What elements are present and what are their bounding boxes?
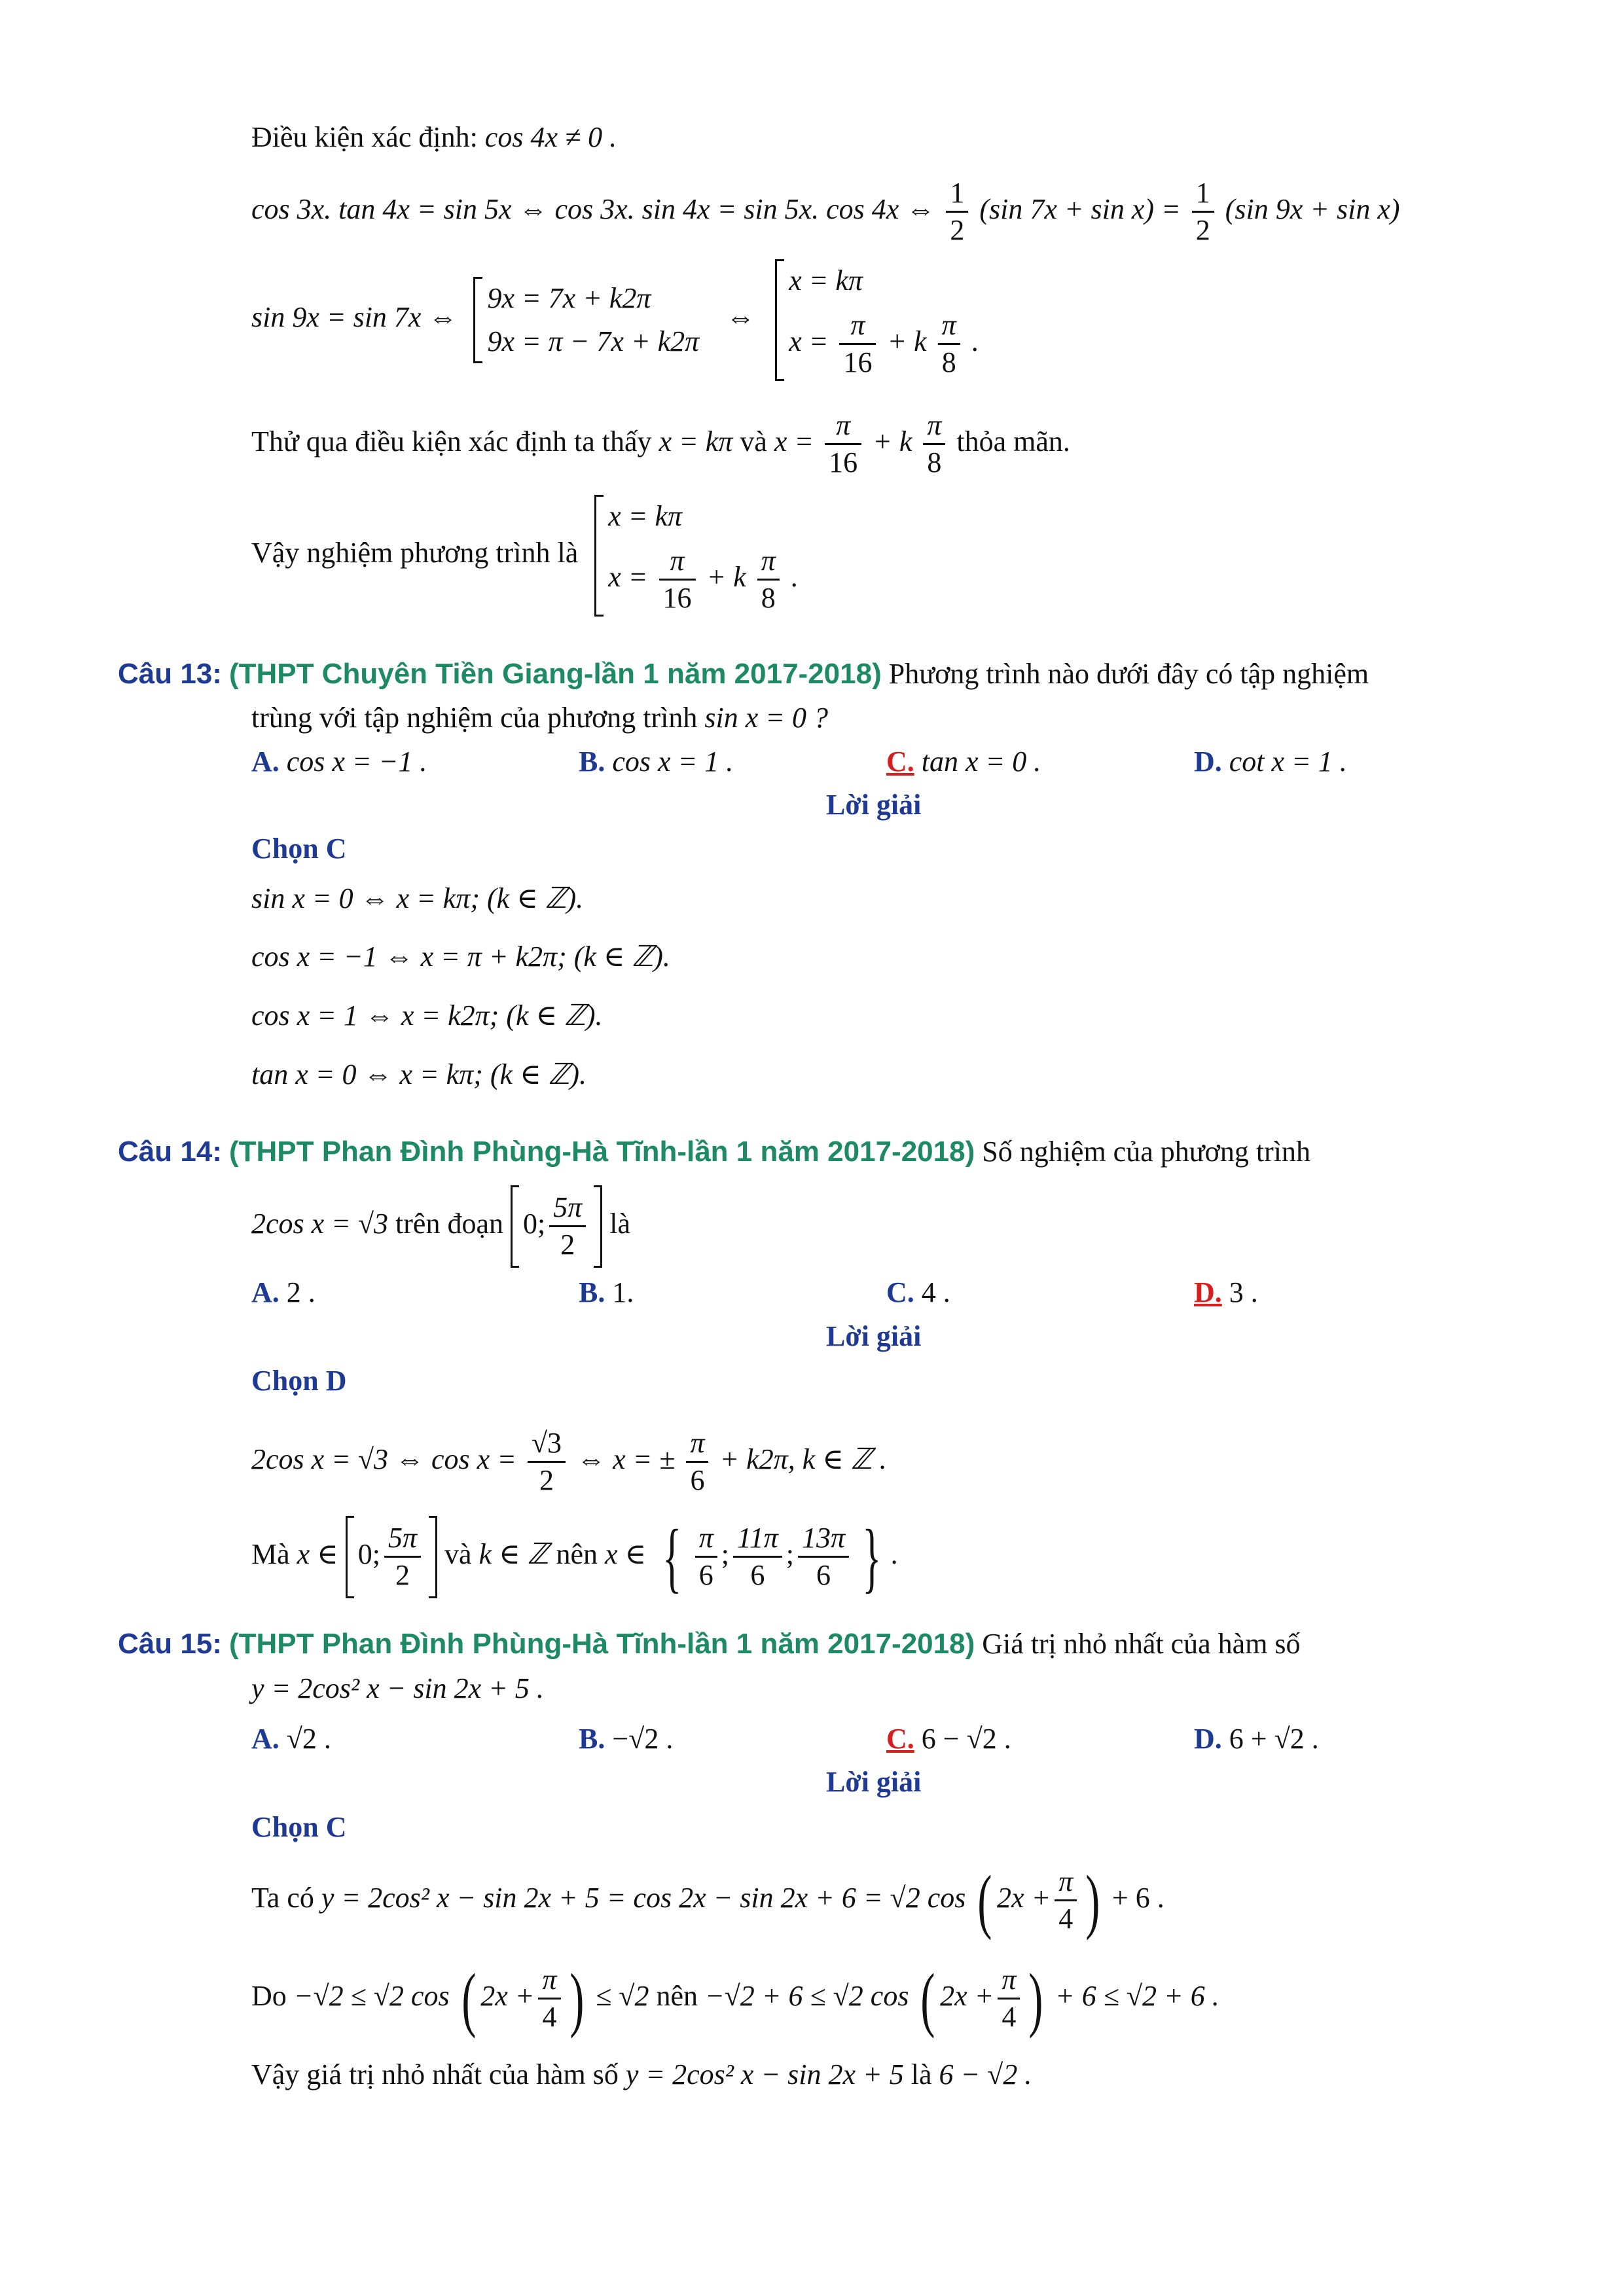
solution-title: Lời giải <box>826 1766 922 1798</box>
equation-1-part-a: (sin 7x + sin x) = <box>979 193 1181 225</box>
case-2: 9x = π − 7x + k2π <box>487 325 700 357</box>
fraction-pi-8 <box>923 408 945 480</box>
check-text-2: thỏa mãn. <box>956 425 1070 457</box>
period: . <box>890 1538 898 1570</box>
q14-stem-end: là <box>609 1208 631 1240</box>
condition-label: Điều kiện xác định: <box>251 121 478 153</box>
numerator: π <box>839 308 876 345</box>
q13-source: (THPT Chuyên Tiền Giang-lần 1 năm 2017-2018) <box>228 658 882 690</box>
denominator: 2 <box>539 1464 554 1497</box>
numerator: π <box>686 1426 708 1463</box>
option-letter: A. <box>251 745 280 778</box>
q14-option-a <box>251 1273 316 1312</box>
q15-line2-c: ≤ √2 <box>596 1980 649 2012</box>
option-text: 6 − √2 . <box>921 1723 1011 1755</box>
option-letter-correct: C. <box>886 1723 914 1755</box>
q13-step-3: cos x = 1 ⇔ x = k2π; (k ∈ ℤ). <box>251 999 603 1031</box>
q15-inner: 2x + <box>940 1980 994 2012</box>
q15-header <box>118 1624 1506 1664</box>
conclusion-case-2-a: x = <box>608 560 648 593</box>
q15-inner: 2x + <box>997 1882 1051 1914</box>
option-letter-correct: D. <box>1194 1276 1222 1308</box>
fraction-pi-4 <box>998 1962 1020 2035</box>
solution-case-2-a: x = <box>789 325 829 357</box>
case-bracket-2 <box>775 259 979 381</box>
left-brace: { <box>662 1513 682 1600</box>
solution-title: Lời giải <box>826 789 922 821</box>
interval-left: 0; <box>357 1538 380 1570</box>
fraction-half-a <box>946 175 968 248</box>
fraction-5pi-2 <box>549 1190 586 1263</box>
numerator: π <box>757 543 780 581</box>
conclusion-case-2-b: + k <box>706 560 746 593</box>
q14-step-2 <box>251 1512 898 1598</box>
q13-option-c <box>886 742 1041 781</box>
right-paren: ) <box>1085 1860 1100 1941</box>
q13-label: Câu 13: <box>118 658 222 690</box>
numerator: π <box>825 408 861 445</box>
check-and: và <box>740 425 767 457</box>
option-text: 2 . <box>286 1276 316 1308</box>
option-letter: B. <box>579 745 605 778</box>
case-bracket-1 <box>473 277 699 363</box>
q13-stem-2: trùng với tập nghiệm của phương trình <box>251 702 698 734</box>
q13-option-d <box>1194 742 1347 781</box>
left-square-bracket <box>346 1516 354 1598</box>
q14-source: (THPT Phan Đình Phùng-Hà Tĩnh-lần 1 năm 2017-2018) <box>228 1136 975 1168</box>
q14-step1-c: + k2π, k ∈ ℤ . <box>719 1443 887 1475</box>
period: . <box>790 560 798 593</box>
q15-inner: 2x + <box>480 1980 535 2012</box>
q14-stem-line-2 <box>251 1181 630 1268</box>
q15-option-c <box>886 1719 1011 1759</box>
right-paren: ) <box>569 1958 584 2039</box>
separator: ; <box>785 1538 794 1570</box>
equation-1-part-b: (sin 9x + sin x) <box>1225 193 1400 225</box>
left-paren: ( <box>461 1958 476 2039</box>
equation-line-2 <box>251 252 979 383</box>
denominator: 2 <box>1195 214 1210 247</box>
right-paren: ) <box>1028 1958 1043 2039</box>
condition-math: cos 4x ≠ 0 . <box>484 121 617 153</box>
q15-line2-e: −√2 + 6 ≤ √2 cos <box>704 1980 909 2012</box>
q13-solution-title <box>826 785 921 825</box>
q15-label: Câu 15: <box>118 1628 222 1660</box>
numerator: 5π <box>549 1190 586 1227</box>
q13-option-b <box>579 742 733 781</box>
check-math-2b: + k <box>873 425 912 457</box>
denominator: 6 <box>698 1559 713 1592</box>
left-paren: ( <box>920 1958 935 2039</box>
q15-line1-c: + 6 . <box>1111 1882 1164 1914</box>
check-text: Thử qua điều kiện xác định ta thấy <box>251 425 652 457</box>
q15-option-b <box>579 1719 673 1759</box>
q14-option-c <box>886 1273 950 1312</box>
q14-step2-c: và <box>444 1538 472 1570</box>
right-square-bracket <box>594 1185 602 1268</box>
q14-step2-e: nên <box>556 1538 598 1570</box>
option-letter-correct: C. <box>886 745 914 778</box>
equation-line-1 <box>251 170 1400 249</box>
q14-stem-math: 2cos x = √3 <box>251 1208 389 1240</box>
numerator: π <box>695 1520 717 1558</box>
fraction-pi-6 <box>686 1426 708 1498</box>
numerator: π <box>538 1962 560 2000</box>
fraction-13pi-6 <box>798 1520 849 1593</box>
q15-line3-d: 6 − √2 . <box>939 2058 1032 2090</box>
solution-case-2-b: + k <box>887 325 927 357</box>
fraction-pi-8 <box>757 543 780 616</box>
q14-header <box>118 1132 1506 1172</box>
option-letter: C. <box>886 1276 914 1308</box>
q15-line3-b: y = 2cos² x − sin 2x + 5 <box>625 2058 904 2090</box>
period: . <box>971 325 979 357</box>
q13-option-a <box>251 742 427 781</box>
equivalence-arrow: ⇔ <box>726 301 755 333</box>
option-text: 3 . <box>1229 1276 1258 1308</box>
q14-stem-on: trên đoạn <box>395 1208 503 1240</box>
q13-header <box>118 655 1369 694</box>
q15-choose <box>251 1808 347 1847</box>
left-paren: ( <box>977 1860 992 1941</box>
choose-answer: Chọn C <box>251 1811 347 1843</box>
q14-option-b <box>579 1273 634 1312</box>
option-text: −√2 . <box>612 1723 674 1755</box>
numerator: 11π <box>733 1520 782 1558</box>
fraction-pi-16 <box>839 308 876 380</box>
interval-left: 0; <box>522 1208 546 1240</box>
numerator: 5π <box>384 1520 421 1558</box>
choose-answer: Chọn C <box>251 833 347 865</box>
q15-line2-d: nên <box>656 1980 698 2012</box>
option-letter: B. <box>579 1276 605 1308</box>
option-letter: A. <box>251 1723 280 1755</box>
q15-line3-a: Vậy giá trị nhỏ nhất của hàm số <box>251 2058 619 2090</box>
q15-option-a <box>251 1719 331 1759</box>
q15-option-d <box>1194 1719 1319 1759</box>
q15-line2-a: Do <box>251 1980 287 2012</box>
q14-step2-d: k ∈ ℤ <box>478 1538 549 1570</box>
numerator: π <box>923 408 945 445</box>
conclusion-line <box>251 488 798 619</box>
denominator: 2 <box>950 214 965 247</box>
option-text: 6 + √2 . <box>1229 1723 1319 1755</box>
fraction-half-b <box>1192 175 1214 248</box>
q14-choose <box>251 1361 347 1401</box>
q13-stem-line-2 <box>251 698 828 738</box>
fraction-pi-8 <box>938 308 960 380</box>
option-text: cos x = −1 . <box>286 745 427 778</box>
option-text: tan x = 0 . <box>921 745 1041 778</box>
q14-step2-a: Mà <box>251 1538 290 1570</box>
numerator: √3 <box>528 1426 566 1463</box>
q13-stem-math: sin x = 0 ? <box>704 702 828 734</box>
denominator: 6 <box>690 1464 705 1497</box>
denominator: 8 <box>761 582 776 615</box>
q13-step-2: cos x = −1 ⇔ x = π + k2π; (k ∈ ℤ). <box>251 941 670 973</box>
q13-stem-1: Phương trình nào dưới đây có tập nghiệm <box>888 658 1369 690</box>
denominator: 16 <box>843 346 873 379</box>
solution-title: Lời giải <box>826 1320 922 1352</box>
option-letter: D. <box>1194 745 1222 778</box>
denominator: 8 <box>927 446 942 479</box>
case-1: 9x = 7x + k2π <box>487 281 651 314</box>
fraction-5pi-2 <box>384 1520 421 1593</box>
denominator: 6 <box>750 1559 765 1592</box>
option-text: cot x = 1 . <box>1229 745 1347 778</box>
q14-step-1 <box>251 1417 887 1502</box>
q15-stem-1: Giá trị nhỏ nhất của hàm số <box>982 1628 1301 1660</box>
q13-choose <box>251 829 347 869</box>
q14-step1-a: 2cos x = √3 ⇔ cos x = <box>251 1443 516 1475</box>
condition-line <box>251 118 617 157</box>
denominator: 16 <box>829 446 858 479</box>
numerator: 1 <box>946 175 968 213</box>
q14-step1-b: ⇔ x = ± <box>577 1443 676 1475</box>
numerator: 1 <box>1192 175 1214 213</box>
denominator: 4 <box>1001 2001 1017 2034</box>
conclusion-text: Vậy nghiệm phương trình là <box>251 537 579 569</box>
q15-line3-c: là <box>911 2058 932 2090</box>
option-text: √2 . <box>286 1723 331 1755</box>
choose-answer: Chọn D <box>251 1365 347 1397</box>
check-math-2a: x = <box>774 425 814 457</box>
left-square-bracket <box>511 1185 519 1268</box>
check-line <box>251 403 1070 481</box>
q15-line-1 <box>251 1856 1164 1941</box>
right-square-bracket <box>429 1516 437 1598</box>
denominator: 8 <box>941 346 956 379</box>
option-text: 1. <box>612 1276 634 1308</box>
numerator: π <box>659 543 696 581</box>
q14-solution-title <box>826 1317 921 1356</box>
right-brace: } <box>862 1513 882 1600</box>
denominator: 2 <box>395 1559 410 1592</box>
solution-case-2 <box>789 302 979 381</box>
q15-line-2 <box>251 1954 1219 2039</box>
option-letter: D. <box>1194 1723 1222 1755</box>
numerator: π <box>938 308 960 345</box>
conclusion-case-2 <box>608 538 798 617</box>
q15-solution-title <box>826 1763 921 1802</box>
q15-line1-a: Ta có <box>251 1882 314 1914</box>
q14-step2-b: x ∈ <box>297 1538 338 1570</box>
q15-source: (THPT Phan Đình Phùng-Hà Tĩnh-lần 1 năm 2017-2018) <box>228 1628 975 1660</box>
option-letter: B. <box>579 1723 605 1755</box>
q14-step2-f: x ∈ <box>604 1538 647 1570</box>
q15-line2-b: −√2 ≤ √2 cos <box>293 1980 450 2012</box>
q14-label: Câu 14: <box>118 1136 222 1168</box>
q14-stem-1: Số nghiệm của phương trình <box>982 1136 1310 1168</box>
check-math-1: x = kπ <box>659 425 733 457</box>
denominator: 2 <box>560 1229 575 1261</box>
fraction-pi-16 <box>659 543 696 616</box>
fraction-11pi-6 <box>733 1520 782 1593</box>
separator: ; <box>721 1538 729 1570</box>
denominator: 4 <box>542 2001 557 2034</box>
fraction-sqrt3-2 <box>528 1426 566 1498</box>
q14-option-d <box>1194 1273 1258 1312</box>
option-letter: A. <box>251 1276 280 1308</box>
numerator: π <box>1055 1864 1077 1901</box>
q15-line1-b: y = 2cos² x − sin 2x + 5 = cos 2x − sin 2x + 6 = √2 cos <box>321 1882 966 1914</box>
q13-step-1: sin x = 0 ⇔ x = kπ; (k ∈ ℤ). <box>251 882 584 914</box>
fraction-pi-4 <box>538 1962 560 2035</box>
q15-line-3 <box>251 2055 1032 2094</box>
conclusion-bracket <box>594 495 798 617</box>
solution-case-1: x = kπ <box>789 264 863 296</box>
fraction-pi-6 <box>695 1520 717 1593</box>
fraction-pi-4 <box>1055 1864 1077 1937</box>
denominator: 16 <box>662 582 692 615</box>
equation-2-left: sin 9x = sin 7x ⇔ <box>251 301 458 333</box>
q15-line2-f: + 6 ≤ √2 + 6 . <box>1055 1980 1219 2012</box>
fraction-pi-16 <box>825 408 861 480</box>
equation-1: cos 3x. tan 4x = sin 5x ⇔ cos 3x. sin 4x = sin 5x. cos 4x ⇔ <box>251 193 935 225</box>
option-text: 4 . <box>921 1276 950 1308</box>
numerator: π <box>998 1962 1020 2000</box>
option-text: cos x = 1 . <box>612 745 734 778</box>
denominator: 4 <box>1058 1903 1074 1935</box>
numerator: 13π <box>798 1520 849 1558</box>
q13-step-4: tan x = 0 ⇔ x = kπ; (k ∈ ℤ). <box>251 1058 587 1090</box>
q15-stem-math: y = 2cos² x − sin 2x + 5 . <box>251 1672 544 1704</box>
denominator: 6 <box>816 1559 831 1592</box>
conclusion-case-1: x = kπ <box>608 499 683 532</box>
